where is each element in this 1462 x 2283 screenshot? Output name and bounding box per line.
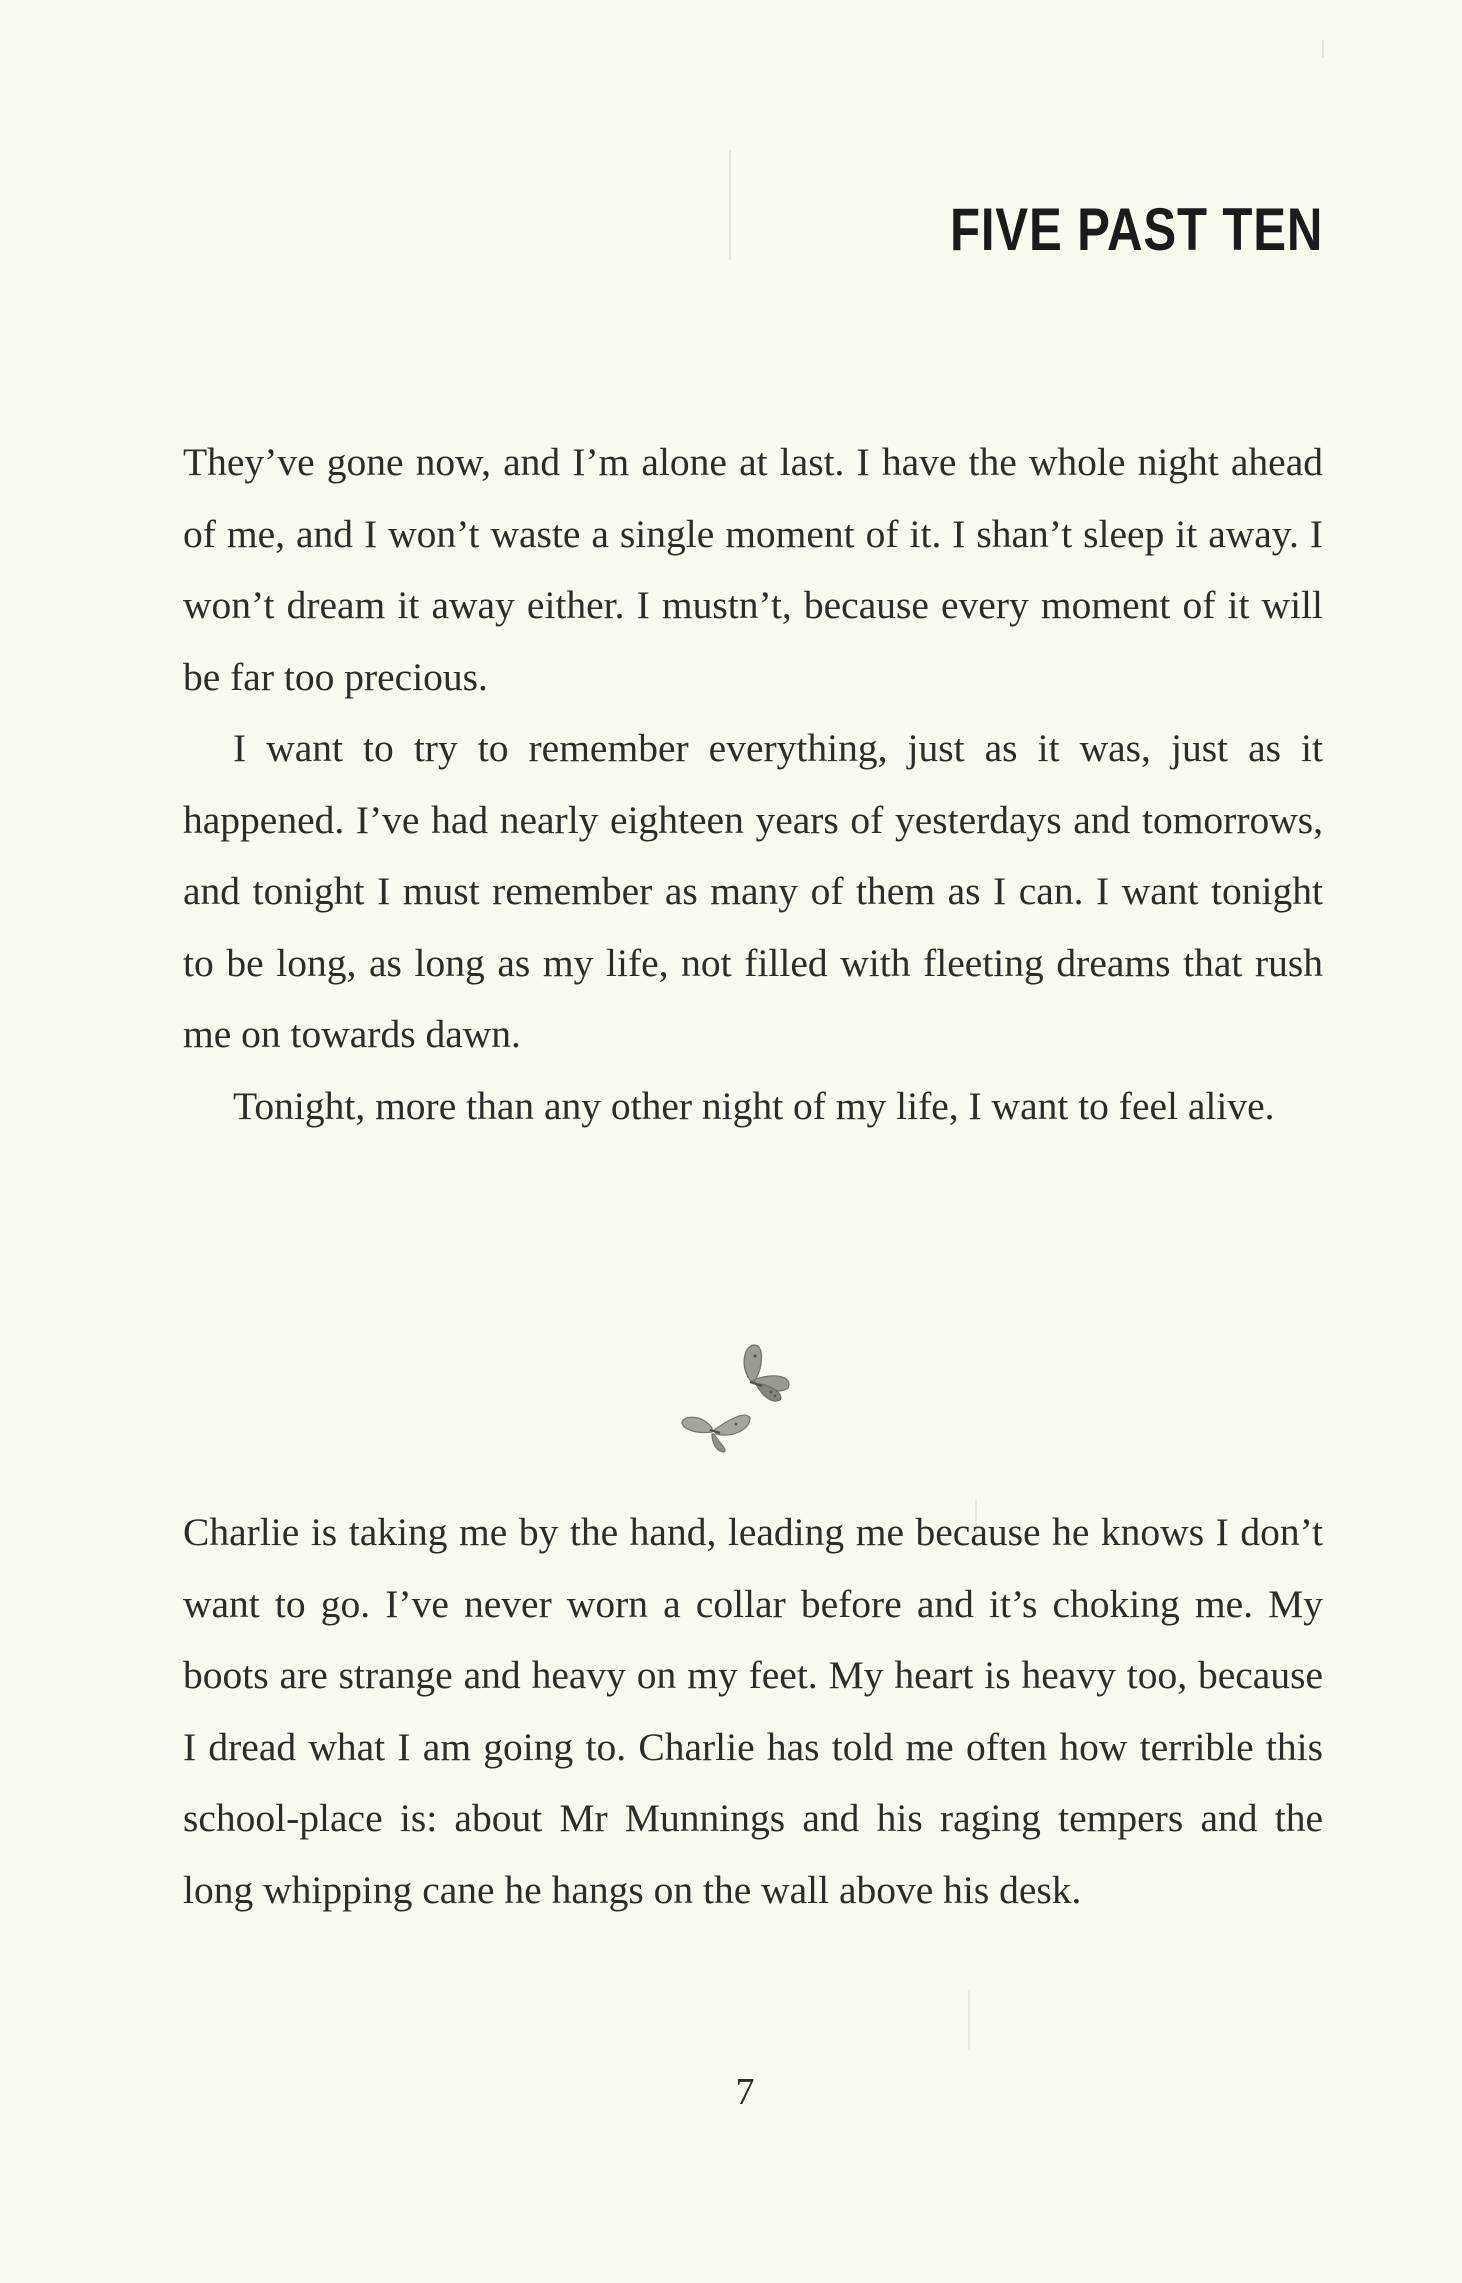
butterfly-upper (744, 1345, 789, 1401)
paragraph: They’ve gone now, and I’m alone at last. I have the whole night ahead of me, and I won’t waste a single moment of it. I shan’t sleep it away. I won’t dream it away either. I mustn’t, because every moment of it will be far too precious. (183, 440, 1323, 699)
page-number: 7 (735, 2071, 755, 2113)
paragraph: I want to try to remember everything, just as it was, just as it happened. I’ve had nearly eighteen years of yesterdays and tomorrows, and tonight I must remember as many of them as I can. I want tonight to be long, as long as my life, not filled with fleeting dreams that rush me on towards dawn. (183, 726, 1323, 1056)
chapter-title: FIVE PAST TEN (949, 196, 1323, 263)
paragraph: Tonight, more than any other night of my life, I want to feel alive. (233, 1083, 1275, 1128)
text-section-2 (183, 1497, 1323, 1926)
text-section-1 (183, 427, 1323, 1142)
paper-mark (1322, 40, 1324, 58)
paper-mark (729, 150, 731, 260)
butterfly-lower (682, 1415, 750, 1452)
paper-mark (968, 1990, 970, 2050)
butterflies-icon (676, 1330, 826, 1454)
paragraph: Charlie is taking me by the hand, leading me because he knows I don’t want to go. I’ve never worn a collar before and it’s choking me. My boots are strange and heavy on my feet. My heart is heavy too, because I dread what I am going to. Charlie has told me often how terrible this school-place is: about Mr Munnings and his raging tempers and the long whipping cane he hangs on the wall above his desk. (183, 1510, 1323, 1912)
